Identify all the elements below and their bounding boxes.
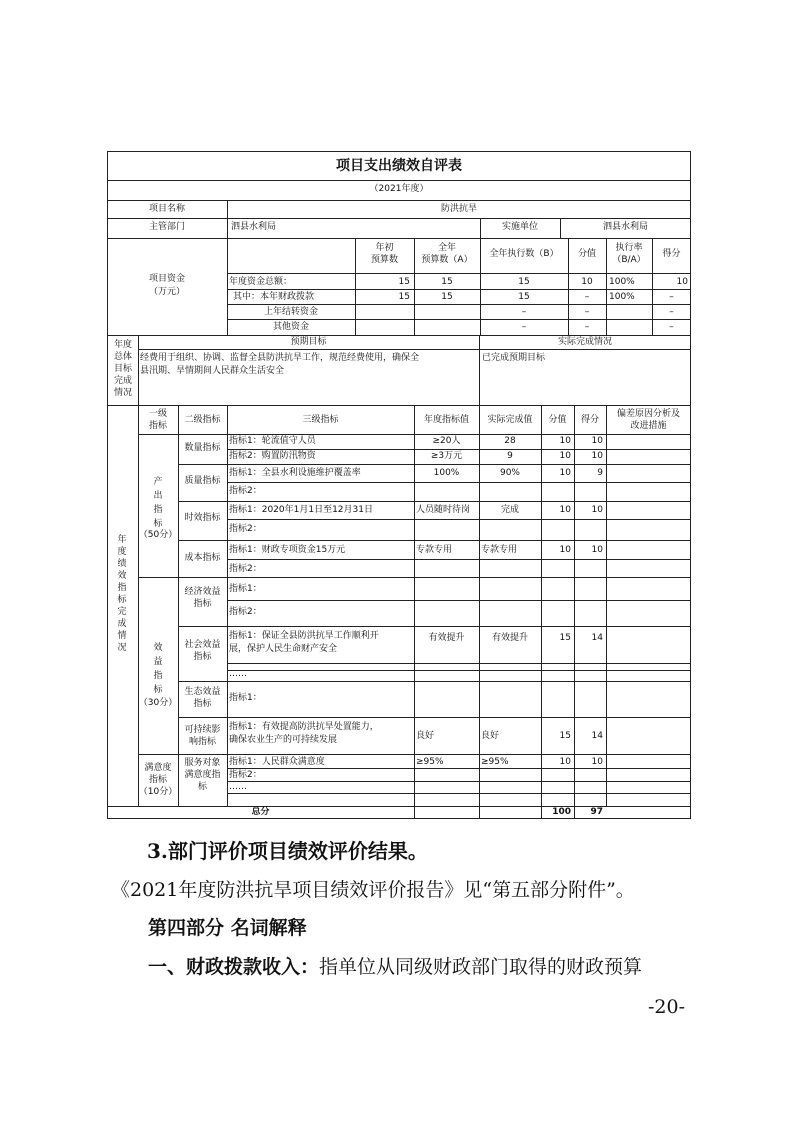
row-target: ≥3万元 [430,451,463,461]
col-rate-1: 执行率 [615,243,643,253]
item1-rest: 指单位从同级财政部门取得的财政预算 [319,956,643,978]
row-actual: 专款专用 [481,545,518,555]
funds-label: 项目资金 [148,274,185,284]
row-l3: 指标1：全县水利设施维护覆盖率 [229,468,361,478]
row-l3: 指标2：购置防汛物资 [229,451,316,461]
fund-row-label: 其中：本年财政拨款 [233,292,315,302]
row-target: 有效提升 [428,633,465,643]
row-l3: 指标1：人民群众满意度 [229,757,325,767]
row-score: 10 [559,545,571,555]
row-got: 14 [591,731,603,741]
fund-cell: 15 [441,277,453,287]
h-reason-1: 偏差原因分析及 [616,409,680,419]
row-l3: 指标1：轮流值守人员 [229,436,316,446]
satis-label-1: 满意度 [144,763,172,773]
row-actual: 良好 [481,731,500,741]
project-name-label: 项目名称 [148,204,185,214]
row-l3: 指标1：财政专项资金15万元 [229,545,346,555]
fund-row-label: 年度资金总额： [229,277,293,287]
total-score: 100 [552,807,571,817]
row-score: 10 [559,468,571,478]
row-target: 良好 [416,731,435,741]
row-actual: 有效提升 [491,633,528,643]
l2-economic-2: 指标 [193,599,212,609]
row-score: 15 [559,731,571,741]
col-exec: 全年执行数（B） [489,249,559,259]
row-l3: 指标2： [229,564,262,574]
row-score: 10 [559,505,571,515]
total-got: 97 [590,807,603,817]
l2-sustain-2: 响指标 [188,737,216,747]
fund-cell: – [669,307,674,317]
output-label-3: 指 [153,505,163,515]
row-l3: 指标2： [229,607,262,617]
item1-bold: 一、财政拨款收入： [148,956,320,978]
item1-line [148,952,642,979]
l2-cost: 成本指标 [184,553,221,563]
goal-expected-line2: 县汛期、旱情期间人民群众生活安全 [140,366,285,376]
h-score: 分值 [548,415,567,425]
table-year: （2021年度） [369,184,429,194]
l2-service-1: 服务对象 [184,758,221,768]
goal-side-label: 年度总体目标完成情况 [113,340,132,398]
fund-cell: 100% [609,292,635,302]
row-score: 10 [559,451,571,461]
h-reason-2: 改进措施 [630,421,667,431]
row-l3: 指标1：2020年1月1日至12月31日 [229,505,373,515]
fund-cell: 10 [676,277,688,287]
row-l3: 指标2： [229,770,262,780]
row-got: 10 [591,451,603,461]
l2-economic-1: 经济效益 [184,587,221,597]
fund-cell: 15 [398,292,410,302]
output-pts: （50分） [138,530,178,540]
row-l3: 确保农业生产的可持续发展 [229,735,338,745]
row-got: 10 [591,545,603,555]
col-score: 分值 [577,249,596,259]
col-full-budget-2: 预算数（A） [421,255,473,265]
l2-sustain-1: 可持续影 [184,725,221,735]
l2-service-2: 满意度指 [184,770,221,780]
l2-service-3: 标 [197,782,207,792]
row-l3: 指标1：保证全县防洪抗旱工作顺利开 [229,631,379,641]
benefit-label-3: 指 [153,671,163,681]
row-got: 14 [591,633,603,643]
impl: 泗县水利局 [602,222,648,232]
output-label-2: 出 [153,491,163,501]
output-label-4: 标 [153,519,163,529]
row-l3: …… [229,782,247,792]
fund-cell: – [521,322,527,332]
dept-label: 主管部门 [148,222,185,232]
row-target: ≥95% [416,757,444,767]
h-level2: 二级指标 [184,415,221,425]
benefit-label-1: 效 [153,643,163,653]
fund-cell: – [669,292,674,302]
row-score: 10 [559,757,571,767]
l2-time: 时效指标 [184,513,221,523]
project-name: 防洪抗旱 [440,204,477,214]
benefit-label-2: 益 [153,657,163,667]
fund-cell: – [521,307,527,317]
fund-cell: – [584,307,590,317]
goal-actual-label: 实际完成情况 [557,337,612,347]
row-l3: 指标2： [229,486,262,496]
col-full-budget-1: 全年 [437,243,456,253]
row-l3: 展，保护人民生命财产安全 [229,644,338,654]
fund-row-label: 其他资金 [272,322,309,332]
h-actual: 实际完成值 [487,415,533,425]
h-got: 得分 [580,415,599,425]
row-score: 15 [559,633,571,643]
row-actual: ≥95% [481,757,509,767]
impl-label: 实施单位 [501,222,538,232]
row-l3: 指标1： [229,584,262,594]
row-actual: 9 [507,451,513,461]
funds-unit: （万元） [148,287,185,297]
performance-table [107,151,691,819]
col-got: 得分 [662,249,681,259]
page-number: -20- [648,996,686,1018]
benefit-pts: （30分） [138,698,178,708]
fund-cell: – [584,322,590,332]
l2-social-1: 社会效益 [184,640,221,650]
row-target: 专款专用 [416,545,453,555]
fund-cell: 15 [518,292,530,302]
fund-cell: 15 [441,292,453,302]
row-got: 10 [591,436,603,446]
row-l3: 指标2： [229,524,262,534]
goal-expected-label: 预期目标 [290,337,327,347]
part4-heading: 第四部分 名词解释 [148,917,307,939]
report-line: 《2021年度防洪抗旱项目绩效评价报告》见“第五部分附件”。 [111,879,635,901]
fund-cell: 10 [581,277,593,287]
row-got: 10 [591,757,603,767]
col-year-budget-1: 年初 [375,243,394,253]
row-actual: 90% [499,468,520,478]
fund-cell: 100% [609,277,635,287]
row-actual: 完成 [500,505,519,515]
benefit-label-4: 标 [153,685,163,695]
l2-eco-1: 生态效益 [184,687,221,697]
h-target: 年度指标值 [423,415,469,425]
row-target: 100% [433,468,460,478]
fund-cell: 15 [398,277,410,287]
h-level3: 三级指标 [302,415,339,425]
col-rate-2: （B/A） [612,255,646,265]
table-title: 项目支出绩效自评表 [336,158,462,174]
total-label: 总分 [251,807,270,817]
goal-expected-line1: 经费用于组织、协调、监督全县防洪抗旱工作，规范经费使用，确保全 [140,353,420,363]
row-got: 9 [597,468,603,478]
fund-cell: – [584,292,590,302]
row-actual: 28 [504,436,516,446]
satis-label-2: 指标 [148,775,167,785]
l2-quantity: 数量指标 [184,443,221,453]
row-got: 10 [591,505,603,515]
h-level1-1: 一级 [148,409,167,419]
row-l3: …… [229,669,247,679]
fund-cell: – [669,322,674,332]
row-target: 人员随时待岗 [416,505,471,515]
l2-eco-2: 指标 [193,699,212,709]
l2-social-2: 指标 [193,652,212,662]
fund-cell: 15 [518,277,530,287]
l2-quality: 质量指标 [184,476,221,486]
col-year-budget-2: 预算数 [370,255,398,265]
row-l3: 指标1： [229,693,262,703]
satis-label-3: （10分） [138,787,178,797]
row-score: 10 [559,436,571,446]
fund-row-label: 上年结转资金 [263,307,318,317]
output-label-1: 产 [153,477,163,487]
section-heading: 3.部门评价项目绩效评价结果。 [147,839,428,863]
dept: 泗县水利局 [231,222,277,232]
row-l3: 指标1：有效提高防洪抗旱处置能力， [229,722,379,732]
perf-side-label: 年度绩效指标完成情况 [117,535,127,653]
h-level1-2: 指标 [148,421,167,431]
row-target: ≥20人 [432,436,461,446]
goal-actual: 已完成预期目标 [482,353,546,363]
